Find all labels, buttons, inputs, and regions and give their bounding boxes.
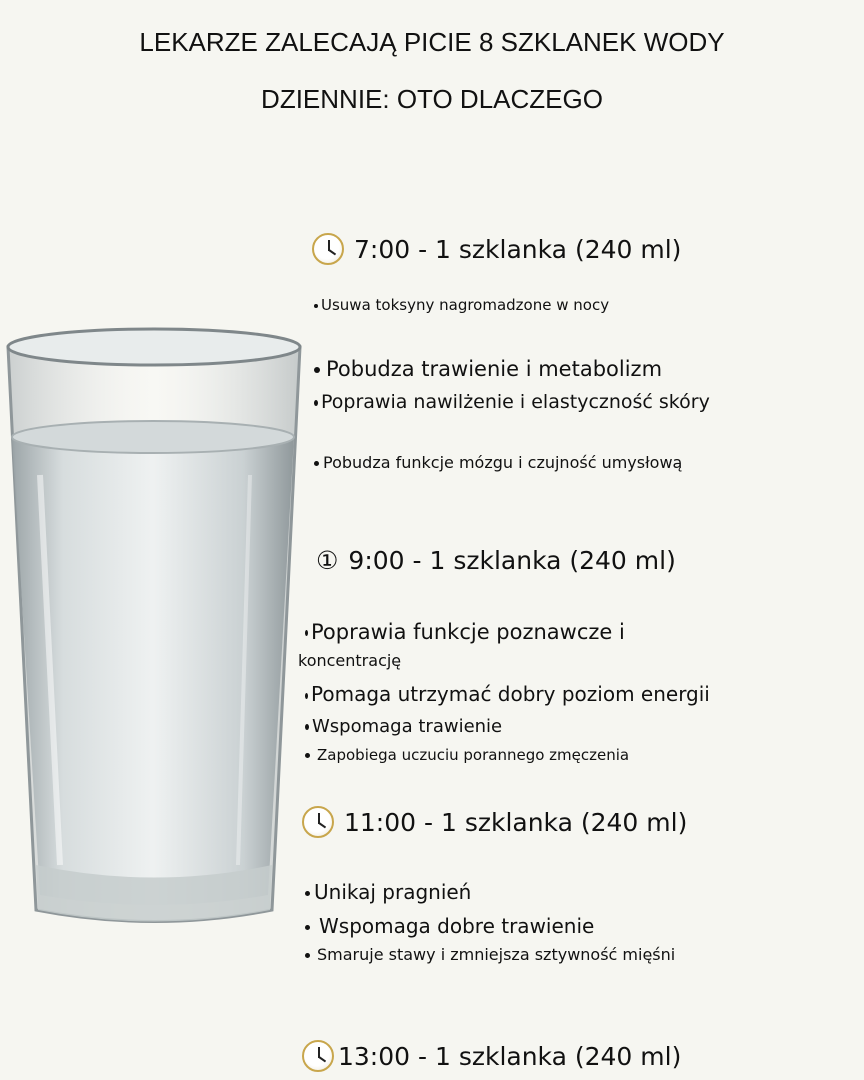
bullet-icon xyxy=(305,724,309,730)
list-item: Zapobiega uczuciu porannego zmęczenia xyxy=(305,746,629,764)
heading-text: 11:00 - 1 szklanka (240 ml) xyxy=(344,807,688,837)
list-item: Smaruje stawy i zmniejsza sztywność mięśni xyxy=(305,945,675,964)
heading-text: 9:00 - 1 szklanka (240 ml) xyxy=(348,546,676,575)
bullet-icon xyxy=(305,753,310,758)
list-item: Pobudza funkcje mózgu i czujność umysłową xyxy=(314,453,682,472)
list-item: Poprawia funkcje poznawcze i xyxy=(305,620,625,644)
list-item: Wspomaga trawienie xyxy=(305,716,502,737)
heading-text: 7:00 - 1 szklanka (240 ml) xyxy=(354,234,682,264)
water-glass-illustration xyxy=(0,325,305,945)
bullet-icon xyxy=(305,630,308,636)
bullet-icon xyxy=(305,925,310,930)
list-item: Usuwa toksyny nagromadzone w nocy xyxy=(314,296,609,314)
section-heading-7am xyxy=(312,233,681,265)
list-item: Pomaga utrzymać dobry poziom energii xyxy=(305,682,710,706)
bullet-icon xyxy=(305,891,310,896)
list-item: Pobudza trawienie i metabolizm xyxy=(314,357,662,381)
list-item-continuation: koncentrację xyxy=(298,651,402,670)
bullet-icon xyxy=(314,400,318,406)
bullet-icon xyxy=(305,953,310,958)
heading-text: 13:00 - 1 szklanka (240 ml) xyxy=(338,1041,682,1071)
page-title-line-2: DZIENNIE: OTO DLACZEGO xyxy=(261,84,603,114)
bullet-icon xyxy=(314,367,320,373)
clock-icon xyxy=(302,1040,334,1072)
list-item: Unikaj pragnień xyxy=(305,880,471,904)
section-heading-9am xyxy=(316,546,676,575)
bullet-icon xyxy=(305,693,308,699)
clock-icon xyxy=(302,806,334,838)
list-item: Poprawia nawilżenie i elastyczność skóry xyxy=(314,391,710,413)
circled-one-icon: ① xyxy=(316,546,339,575)
bullet-icon xyxy=(314,304,318,308)
bullet-icon xyxy=(314,461,319,466)
page-title-line-1: LEKARZE ZALECAJĄ PICIE 8 SZKLANEK WODY xyxy=(139,27,725,57)
clock-icon xyxy=(312,233,344,265)
section-heading-1pm xyxy=(302,1040,681,1072)
list-item: Wspomaga dobre trawienie xyxy=(305,914,594,938)
section-heading-11am xyxy=(302,806,687,838)
